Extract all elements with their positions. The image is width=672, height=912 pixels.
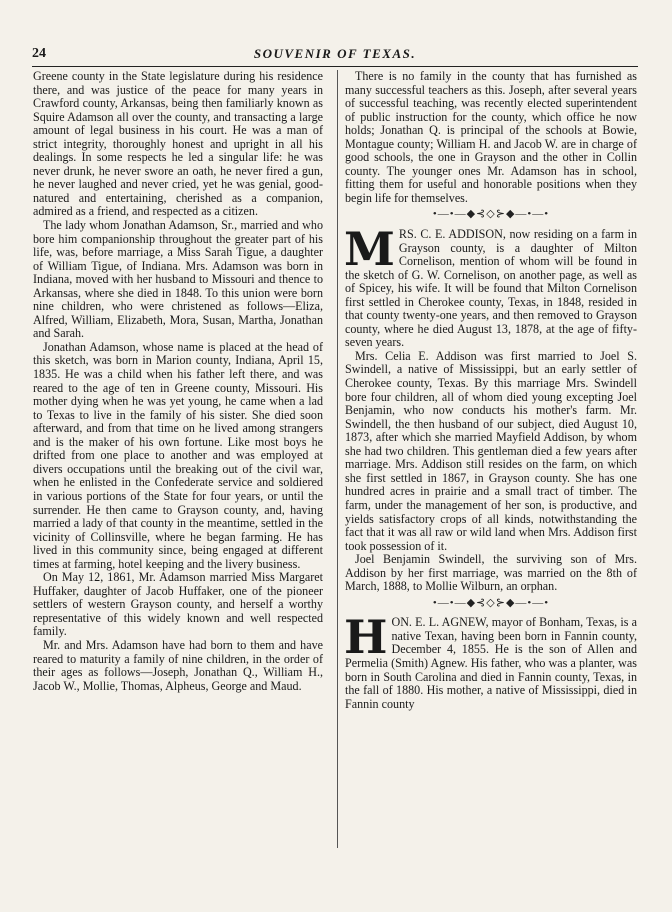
paragraph: Joel Benjamin Swindell, the surviving son of Mrs. Addison by her first marriage, was married on the 8th of March, 1888, to Mollie Wilburn, an orphan. [345,552,637,594]
header-rule [32,66,638,67]
page-number: 24 [32,46,46,61]
paragraph: The lady whom Jonathan Adamson, Sr., married and who bore him companionship throughout the greater part of his life, was, before marriage, a Miss Sarah Tigue, a daughter of William Tigue, of Indiana. Mrs. Adamson was born in Indiana, moved with her husband to Missouri and thence to Arkansas, where she died in 1848. To this union were born nine children, who were christened as follows—Eliza, Alfred, William, Elizabeth, Mora, Susan, Martha, Jonathan and Sarah. [33,218,323,341]
left-column [33,70,323,693]
paragraph: Mr. and Mrs. Adamson have had born to them and have reared to maturity a family of nine children, in the order of their ages as follows—Joseph, Jonathan Q., William H., Jacob W., Mollie, Thomas, Alpheus, George and Maud. [33,637,323,693]
section-ornament: •—•—◆⊰◇⊱◆—•—• [432,208,550,221]
paragraph: Mrs. Celia E. Addison was first married to Joel S. Swindell, a native of Mississippi, but an early settler of Cherokee county, Texas. By this marriage Mrs. Swindell bore four children, all of whom died young excepting Joel Benjamin, who now conducts his mother's farm. Mr. Swindell, the then husband of our subject, died August 10, 1873, after which she married Mayfield Addison, by whom she had two children. This gentleman died a few years after marriage. Mrs. Addison still resides on the farm, on which she first settled in 1867, in Grayson county. She has one hundred acres in prairie and a small tract of timber. The farm, under the management of her son, is productive, and yields satisfactory crops of all kinds, notwithstanding the fact that it was all raw or wild land when Mrs. Addison first took possession of it. [345,348,637,553]
drop-cap: M [344,222,395,277]
drop-cap: H [344,610,388,665]
running-title: SOUVENIR OF TEXAS. [253,46,417,61]
biography-agnew [344,610,637,711]
paragraph: There is no family in the county that has furnished as many successful teachers as this. Joseph, after several years of successful teaching, was recently elected superintendent of public instruction for the county, which office he now holds; Jonathan Q. is principal of the schools at Bowie, Montague county; William H. and Jacob W. are in charge of good schools, the one in Grayson and the other in Collin county. The younger ones Mr. Adamson has in school, fitting them for useful and honorable positions when they begin life for themselves. [345,69,637,205]
column-divider [337,70,338,848]
paragraph: Jonathan Adamson, whose name is placed at the head of this sketch, was born in Marion county, Indiana, April 15, 1835. He was a child when his father left there, and was reared to the age of ten in Greene county, Missouri. His mother dying when he was yet young, he came when a lad to Texas to live in the family of his sister. She died soon afterward, and from that time on he lived among strangers and is the maker of his own fortune. Like most boys he drifted from one place to another and was employed at divers occupations until the breaking out of the civil war, when he enlisted in the Confederate service and soldiered in various portions of the State for four years, or until the surrender. He then came to Grayson county, and, having married a lady of that county in the meantime, settled in the vicinity of Collinsville, where he began farming. He has lived in this community since, being engaged at different times at farming, hotel keeping and the livery business. [33,339,323,571]
page-header [32,46,638,64]
section-ornament: •—•—◆⊰◇⊱◆—•—• [432,596,550,609]
biography-addison [344,222,637,350]
paragraph: RS. C. E. ADDISON, now residing on a farm in Grayson county, is a daughter of Milton Cornelison, mention of whom will be found in the sketch of G. W. Cornelison, on another page, as well as of Spicey, his wife. It will be found that Milton Cornelison first settled in Cherokee county, Texas, in 1848, resided in that county twenty-one years, and then removed to Grayson county, where he died August 13, 1878, at the age of fifty-seven years. [345,227,637,350]
paragraph: On May 12, 1861, Mr. Adamson married Miss Margaret Huffaker, daughter of Jacob Huffaker, one of the pioneer settlers of western Grayson county, and herself a worthy representative of this widely known and well respected family. [33,570,323,639]
paragraph: ON. E. L. AGNEW, mayor of Bonham, Texas, is a native Texan, having been born in Fannin county, December 4, 1855. He is the son of Allen and Permelia (Smith) Agnew. His father, who was a planter, was born in South Carolina and died in Fannin county, Texas, in the fall of 1880. His mother, a native of Mississippi, died in Fannin county [345,615,637,711]
paragraph: Greene county in the State legislature during his residence there, and was justice of the peace for many years in Crawford county, Arkansas, being then familiarly known as Squire Adamson all over the county, and transacting a large amount of legal business in his court. He was a man of strict integrity, thoroughly honest and upright in all his dealings. In some respects he led a singular life: he was never drunk, he never swore an oath, he never fired a gun, he never laughed and never cried, yet he was genial, good-natured and entertaining, cherished as a companion, admired as a friend, and respected as a citizen. [33,69,323,219]
right-column [345,70,637,711]
